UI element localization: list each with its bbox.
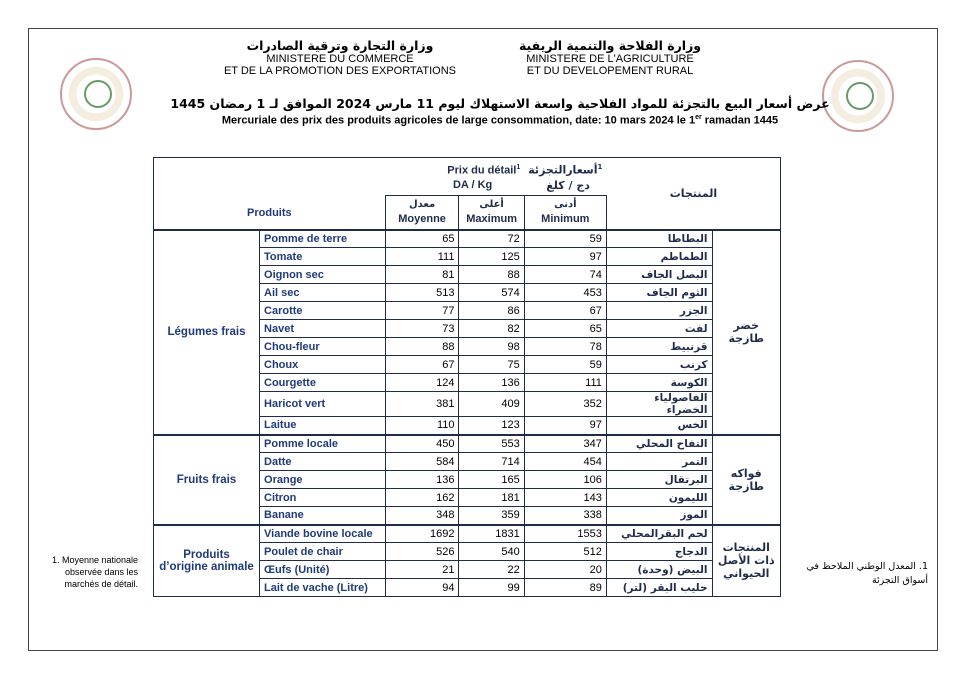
header-prix-fr <box>385 158 524 196</box>
category-label-ar: فواكه طازجة <box>712 435 780 525</box>
document-title-ar: عرض أسعار البيع بالتجزئة للمواد الفلاحية واسعة الاستهلاك ليوم 11 مارس 2024 الموافق لـ 1 رمضان 1445 <box>170 96 830 111</box>
ministry-agriculture-fr-2: ET DU DEVELOPEMENT RURAL <box>526 65 694 77</box>
product-name-ar: البيض (وحدة) <box>606 561 712 579</box>
price-moyenne: 88 <box>385 338 459 356</box>
header-prix-ar-sup: 1 <box>597 163 603 172</box>
price-minimum: 512 <box>524 543 606 561</box>
price-minimum: 74 <box>524 266 606 284</box>
price-minimum: 352 <box>524 392 606 417</box>
product-name-ar: كرنب <box>606 356 712 374</box>
price-maximum: 136 <box>459 374 524 392</box>
price-moyenne: 526 <box>385 543 459 561</box>
header-unit-fr: DA / Kg <box>452 179 493 192</box>
product-name-ar: البرتقال <box>606 471 712 489</box>
document-title-fr <box>150 114 850 127</box>
header-moyenne-ar: معدل <box>408 199 436 211</box>
price-maximum: 714 <box>459 453 524 471</box>
price-moyenne: 381 <box>385 392 459 417</box>
category-label: Produits d’origine animale <box>154 525 260 597</box>
header-max-ar: أعلى <box>479 199 504 211</box>
product-name-fr: Oignon sec <box>260 266 386 284</box>
price-minimum: 67 <box>524 302 606 320</box>
category-label-ar: خضر طازجة <box>712 230 780 435</box>
price-moyenne: 450 <box>385 435 459 453</box>
product-name-ar: البطاطا <box>606 230 712 248</box>
price-moyenne: 513 <box>385 284 459 302</box>
product-name-fr: Carotte <box>260 302 386 320</box>
product-name-ar: الدجاج <box>606 543 712 561</box>
header-moyenne-fr: Moyenne <box>398 213 446 226</box>
price-moyenne: 67 <box>385 356 459 374</box>
price-maximum: 22 <box>459 561 524 579</box>
header-prix-sup: 1 <box>516 163 521 171</box>
price-maximum: 409 <box>459 392 524 417</box>
price-maximum: 1831 <box>459 525 524 543</box>
product-name-fr: Citron <box>260 489 386 507</box>
product-name-ar: الطماطم <box>606 248 712 266</box>
product-name-fr: Œufs (Unité) <box>260 561 386 579</box>
price-minimum: 1553 <box>524 525 606 543</box>
title-fr-sup: er <box>695 114 702 121</box>
price-maximum: 165 <box>459 471 524 489</box>
header-prix-ar <box>524 158 606 196</box>
product-name-ar: الثوم الجاف <box>606 284 712 302</box>
table-row <box>154 230 781 248</box>
ministry-commerce-fr-2: ET DE LA PROMOTION DES EXPORTATIONS <box>223 65 457 77</box>
price-moyenne: 111 <box>385 248 459 266</box>
product-name-ar: الخس <box>606 417 712 435</box>
product-name-fr: Banane <box>260 507 386 525</box>
price-maximum: 181 <box>459 489 524 507</box>
product-name-ar: التمر <box>606 453 712 471</box>
price-minimum: 111 <box>524 374 606 392</box>
ministry-commerce-ar: وزارة التجارة وترقية الصادرات <box>246 38 434 53</box>
product-name-fr: Navet <box>260 320 386 338</box>
product-name-fr: Courgette <box>260 374 386 392</box>
price-minimum: 338 <box>524 507 606 525</box>
product-name-fr: Haricot vert <box>260 392 386 417</box>
product-name-fr: Choux <box>260 356 386 374</box>
price-minimum: 59 <box>524 356 606 374</box>
price-moyenne: 65 <box>385 230 459 248</box>
header-produits-ar: المنتجات <box>606 158 780 230</box>
ministry-agriculture-ar: وزارة الفلاحة والتنمية الريفية <box>518 38 702 53</box>
header-produits: Produits <box>154 158 386 230</box>
category-label: Légumes frais <box>154 230 260 435</box>
price-moyenne: 162 <box>385 489 459 507</box>
price-moyenne: 81 <box>385 266 459 284</box>
product-name-fr: Chou-fleur <box>260 338 386 356</box>
product-name-ar: لفت <box>606 320 712 338</box>
price-table <box>153 157 781 597</box>
category-label-ar: المنتجات ذات الأصل الحيواني <box>712 525 780 597</box>
price-minimum: 78 <box>524 338 606 356</box>
ministry-commerce-seal-icon <box>60 58 132 130</box>
table-row <box>154 435 781 453</box>
price-moyenne: 584 <box>385 453 459 471</box>
footnote-fr: 1. Moyenne nationale observée dans les marchés de détail. <box>51 555 138 589</box>
product-name-fr: Ail sec <box>260 284 386 302</box>
price-moyenne: 136 <box>385 471 459 489</box>
product-name-fr: Laitue <box>260 417 386 435</box>
price-maximum: 82 <box>459 320 524 338</box>
price-moyenne: 77 <box>385 302 459 320</box>
product-name-ar: البصل الجاف <box>606 266 712 284</box>
price-maximum: 99 <box>459 579 524 597</box>
product-name-ar: حليب البقر (لتر) <box>606 579 712 597</box>
product-name-ar: الكوسة <box>606 374 712 392</box>
header-maximum <box>459 196 524 230</box>
product-name-fr: Pomme locale <box>260 435 386 453</box>
price-minimum: 97 <box>524 417 606 435</box>
category-label: Fruits frais <box>154 435 260 525</box>
price-minimum: 89 <box>524 579 606 597</box>
price-moyenne: 110 <box>385 417 459 435</box>
product-name-ar: التفاح المحلي <box>606 435 712 453</box>
ministry-commerce-fr-1: MINISTERE DU COMMERCE <box>266 53 414 65</box>
ministry-commerce-header <box>190 38 490 77</box>
price-maximum: 125 <box>459 248 524 266</box>
price-maximum: 540 <box>459 543 524 561</box>
price-maximum: 123 <box>459 417 524 435</box>
product-name-ar: الموز <box>606 507 712 525</box>
footnote-ar: 1. المعدل الوطني الملاحظ في أسواق التجزئة <box>806 561 928 586</box>
price-moyenne: 124 <box>385 374 459 392</box>
product-name-fr: Tomate <box>260 248 386 266</box>
price-maximum: 98 <box>459 338 524 356</box>
price-maximum: 86 <box>459 302 524 320</box>
product-name-fr: Viande bovine locale <box>260 525 386 543</box>
price-moyenne: 348 <box>385 507 459 525</box>
product-name-ar: الليمون <box>606 489 712 507</box>
price-moyenne: 1692 <box>385 525 459 543</box>
header-min-fr: Minimum <box>541 213 590 226</box>
price-maximum: 75 <box>459 356 524 374</box>
price-minimum: 59 <box>524 230 606 248</box>
price-minimum: 106 <box>524 471 606 489</box>
header-minimum <box>524 196 606 230</box>
price-maximum: 553 <box>459 435 524 453</box>
price-maximum: 359 <box>459 507 524 525</box>
title-fr-tail: ramadan 1445 <box>701 114 779 127</box>
price-moyenne: 94 <box>385 579 459 597</box>
header-unit-ar: دج / كلغ <box>546 178 590 192</box>
header-prix-ar-label: أسعارالتجزئة <box>528 163 598 177</box>
header-max-fr: Maximum <box>466 213 517 226</box>
header-prix-label: Prix du détail <box>447 164 517 177</box>
price-minimum: 143 <box>524 489 606 507</box>
price-minimum: 65 <box>524 320 606 338</box>
product-name-fr: Datte <box>260 453 386 471</box>
price-minimum: 20 <box>524 561 606 579</box>
product-name-fr: Pomme de terre <box>260 230 386 248</box>
header-moyenne <box>385 196 459 230</box>
header-min-ar: أدنى <box>554 199 577 211</box>
table-row <box>154 525 781 543</box>
product-name-fr: Poulet de chair <box>260 543 386 561</box>
price-maximum: 574 <box>459 284 524 302</box>
ministry-agriculture-fr-1: MINISTERE DE L'AGRICULTURE <box>526 53 694 65</box>
product-name-fr: Lait de vache (Litre) <box>260 579 386 597</box>
price-maximum: 88 <box>459 266 524 284</box>
product-name-ar: لحم البقرالمحلي <box>606 525 712 543</box>
price-moyenne: 21 <box>385 561 459 579</box>
product-name-fr: Orange <box>260 471 386 489</box>
price-minimum: 347 <box>524 435 606 453</box>
price-moyenne: 73 <box>385 320 459 338</box>
price-maximum: 72 <box>459 230 524 248</box>
price-minimum: 454 <box>524 453 606 471</box>
title-fr-main: Mercuriale des prix des produits agricoles de large consommation, date: 10 mars 2024 le 1 <box>221 114 696 127</box>
ministry-agriculture-header <box>470 38 750 77</box>
product-name-ar: الجزر <box>606 302 712 320</box>
price-minimum: 453 <box>524 284 606 302</box>
price-minimum: 97 <box>524 248 606 266</box>
product-name-ar: قرنبيط <box>606 338 712 356</box>
product-name-ar: الفاصولياء الخضراء <box>606 392 712 417</box>
